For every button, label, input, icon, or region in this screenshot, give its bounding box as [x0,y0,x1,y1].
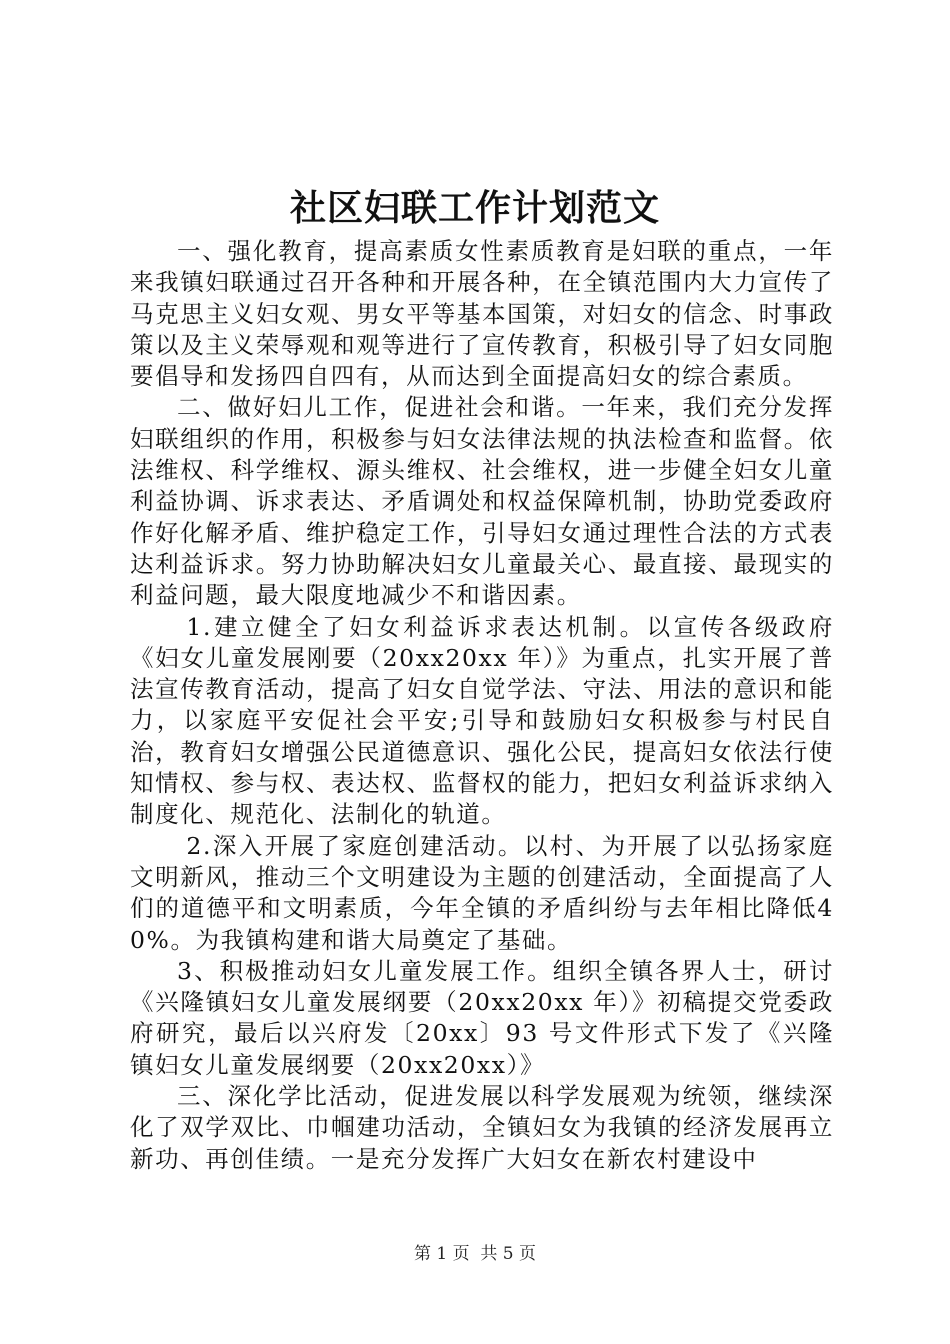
page-footer [0,1242,950,1266]
paragraph-2: 二、做好妇儿工作，促进社会和谐。一年来，我们充分发挥妇联组织的作用，积极参与妇女法律法规的执法检查和监督。依法维权、科学维权、源头维权、社会维权，进一步健全妇女儿童利益协调、诉求表达、矛盾调处和权益保障机制，协助党委政府作好化解矛盾、维护稳定工作，引导妇女通过理性合法的方式表达利益诉求。努力协助解决妇女儿童最关心、最直接、最现实的利益问题，最大限度地减少不和谐因素。 [130,393,834,610]
document-title: 社区妇联工作计划范文 [289,187,660,229]
paragraph-4: 2.深入开展了家庭创建活动。以村、为开展了以弘扬家庭文明新风，推动三个文明建设为主题的创建活动，全面提高了人们的道德平和文明素质，今年全镇的矛盾纠纷与去年相比降低40%。为我镇构建和谐大局奠定了基础。 [130,831,834,954]
paragraph-5: 3、积极推动妇女儿童发展工作。组织全镇各界人士，研讨《兴隆镇妇女儿童发展纲要（20xx20xx 年）》初稿提交党委政府研究，最后以兴府发〔20xx〕93 号文件形式下发了《兴隆镇妇女儿童发展纲要（20xx20xx）》 [130,956,834,1079]
paragraph-1: 一、强化教育，提高素质女性素质教育是妇联的重点，一年来我镇妇联通过召开各种和开展各种，在全镇范围内大力宣传了马克思主义妇女观、男女平等基本国策，对妇女的信念、时事政策以及主义荣辱观和观等进行了宣传教育，积极引导了妇女同胞要倡导和发扬四自四有，从而达到全面提高妇女的综合素质。 [130,237,834,391]
document-body [130,236,834,1175]
paragraph-3: 1.建立健全了妇女利益诉求表达机制。以宣传各级政府《妇女儿童发展刚要（20xx20xx 年）》为重点，扎实开展了普法宣传教育活动，提高了妇女自觉学法、守法、用法的意识和能力，以家庭平安促社会平安;引导和鼓励妇女积极参与村民自治，教育妇女增强公民道德意识、强化公民，提高妇女依法行使知情权、参与权、表达权、监督权的能力，把妇女利益诉求纳入制度化、规范化、法制化的轨道。 [130,612,834,829]
page-number-label: 第 1 页 共 5 页 [413,1244,537,1264]
paragraph-6: 三、深化学比活动，促进发展以科学发展观为统领，继续深化了双学双比、巾帼建功活动，全镇妇女为我镇的经济发展再立新功、再创佳绩。一是充分发挥广大妇女在新农村建设中 [130,1082,834,1173]
